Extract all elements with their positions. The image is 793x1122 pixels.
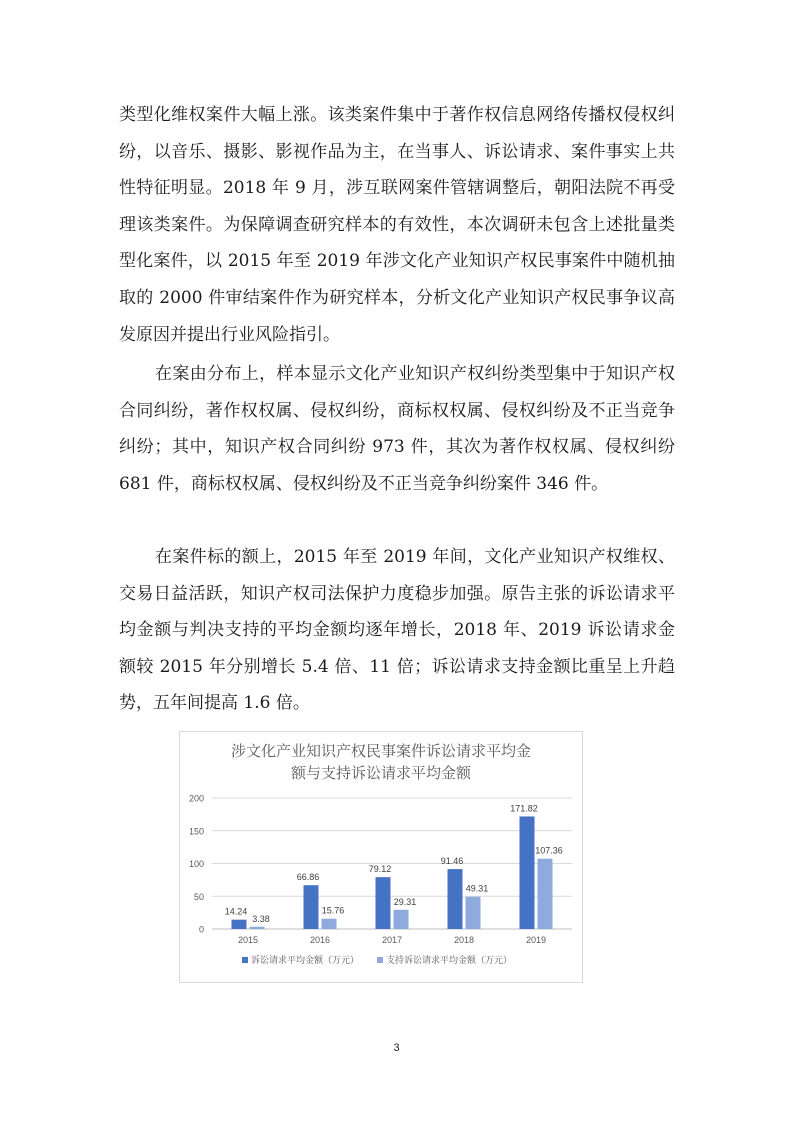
y-tick-label: 200 [188, 793, 204, 804]
data-label: 171.82 [510, 803, 538, 814]
data-label: 66.86 [296, 872, 320, 883]
paragraph-2: 在案由分布上，样本显示文化产业知识产权纠纷类型集中于知识产权合同纠纷，著作权权属、侵权纠纷，商标权权属、侵权纠纷及不正当竞争纠纷；其中，知识产权合同纠纷 973 件，其次为著作权权属、侵权纠纷 681 件，商标权权属、侵权纠纷及不正当竞争纠纷案件 346 件。 [119, 364, 675, 494]
bar [394, 910, 409, 929]
legend-swatch [377, 957, 383, 963]
bar [250, 927, 265, 929]
data-label: 3.38 [252, 913, 270, 924]
bar [304, 885, 319, 929]
x-tick-label: 2017 [381, 935, 403, 945]
bar [520, 816, 535, 929]
paragraph-1: 类型化维权案件大幅上涨。该类案件集中于著作权信息网络传播权侵权纠纷，以音乐、摄影、影视作品为主，在当事人、诉讼请求、案件事实上共性特征明显。2018 年 9 月，涉互联网案件管辖调整后，朝阳法院不再受理该类案件。为保障调查研究样本的有效性，本次调研未包含上述批量类型化案件，以 2015 年至 2019 年涉文化产业知识产权民事案件中随机抽取的 2000 件审结案件作为研究样本，分析文化产业知识产权民事争议高发原因并提出行业风险指引。 [119, 105, 675, 345]
chart-plot [180, 732, 582, 982]
x-tick-label: 2018 [453, 935, 475, 945]
bar [448, 869, 463, 929]
y-tick-label: 150 [188, 826, 204, 837]
data-label: 79.12 [368, 864, 392, 875]
chart-title-line-1: 涉文化产业知识产权民事案件诉讼请求平均金 [230, 742, 531, 760]
x-tick-label: 2015 [237, 935, 259, 945]
x-tick-label: 2019 [525, 935, 547, 945]
y-tick-label: 100 [188, 859, 204, 869]
legend-swatch [242, 957, 248, 963]
bar [466, 897, 481, 929]
data-label: 14.24 [224, 906, 248, 917]
data-label: 49.31 [465, 883, 489, 894]
paragraph-3: 在案件标的额上，2015 年至 2019 年间，文化产业知识产权维权、交易日益活跃，知识产权司法保护力度稳步加强。原告主张的诉讼请求平均金额与判决支持的平均金额均逐年增长，2018 年、2019 诉讼请求金额较 2015 年分别增长 5.4 倍、11 倍；诉讼请求支持金额比重呈上升趋势，五年间提高 1.6 倍。 [119, 547, 675, 714]
y-tick-label: 50 [193, 891, 204, 902]
bar [538, 859, 553, 929]
bar [322, 919, 337, 929]
data-label: 91.46 [440, 856, 464, 867]
bar [376, 877, 391, 929]
page-number: 3 [393, 1042, 400, 1054]
data-label: 15.76 [321, 905, 345, 916]
legend-label: 支持诉讼请求平均金额（万元） [386, 955, 513, 965]
data-label: 107.36 [535, 845, 563, 856]
chart-title-line-2: 额与支持诉讼请求平均金额 [290, 764, 471, 782]
legend-label: 诉讼请求平均金额（万元） [251, 955, 360, 965]
bar [232, 920, 247, 929]
x-tick-label: 2016 [309, 935, 331, 945]
data-label: 29.31 [393, 896, 417, 907]
bar-chart [179, 731, 583, 983]
y-tick-label: 0 [198, 924, 204, 935]
